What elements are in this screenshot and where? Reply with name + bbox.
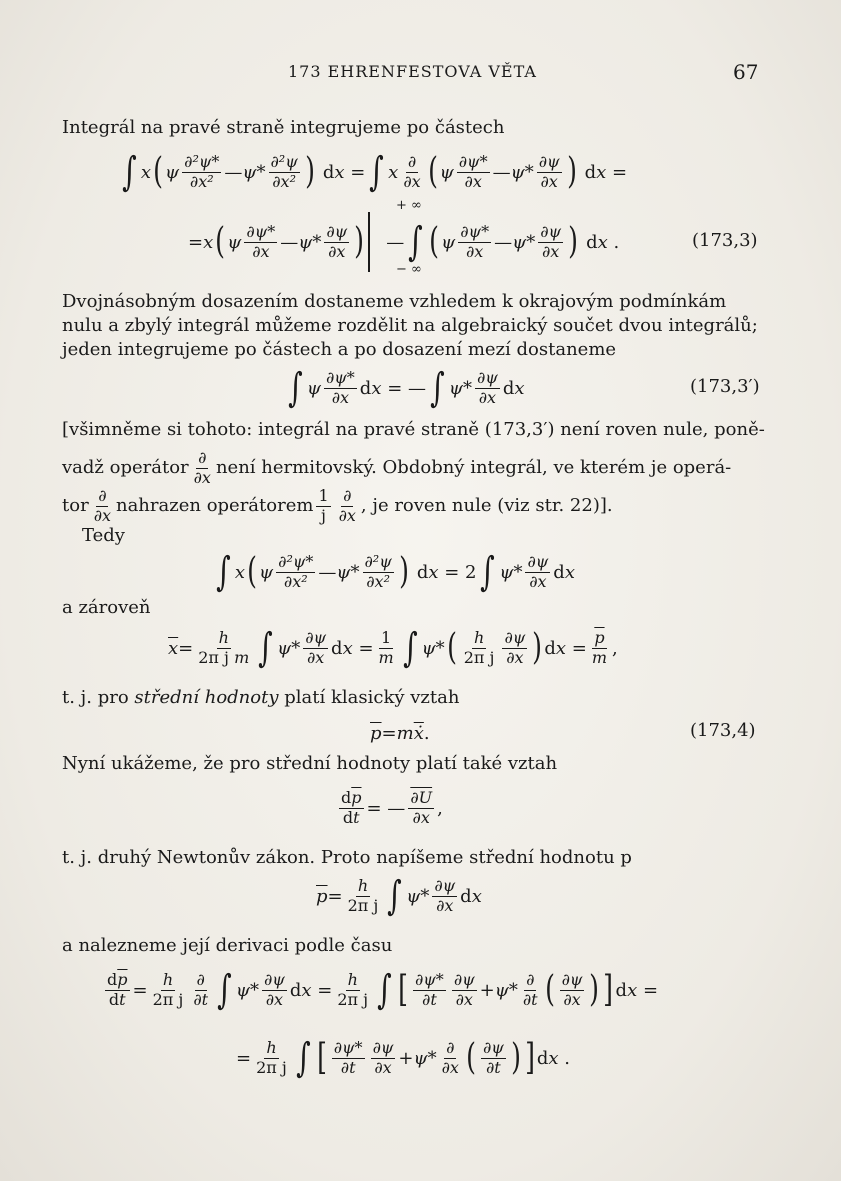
text-fragment: tor [62,495,89,517]
text-line: tor $\frac{\partial}{\partial x}$ nahrazen operátorem $\frac{1}{j}$ $\frac{\partial}{\partial x}$ , je roven nule (viz str. 22)]. [62,486,613,525]
equation-mean-x: $\overline{x}$ = $\frac{h}{\text{2π j m}}$ ∫ ψ* $\frac{\partial\psi}{\partial x}$ dx = $\frac{1}{m}$ ∫ ψ* ( $\frac{h}{\text{2π j}}$ $\frac{\partial\psi}{\partial x}$ ) dx = $\frac{\overline{p}}{m}$ , [168,625,618,671]
text-fragment: není hermitovský. Obdobný integrál, ve kterém je operá- [215,457,732,479]
equation-label: (173,3) [692,230,758,251]
text-fragment: vadž operátor [62,457,189,479]
text-fragment: nahrazen operátorem [115,495,314,517]
text-line: Tedy [82,525,125,546]
text-line [62,686,459,710]
equation-173-3-prime: ∫ ψ $\frac{\partial\psi*}{\partial x}$ dx = — ∫ ψ* $\frac{\partial\psi}{\partial x}$ dx [288,365,525,411]
lower-limit: − ∞ [396,262,422,277]
text-fragment-emphasis: střední hodnoty [134,687,279,708]
text-fragment: t. j. pro [62,687,129,708]
text-line: Integrál na pravé straně integrujeme po částech [62,117,505,138]
equation-173-4: $\overline{p}$ = m $\overline{ẋ}$ . [370,722,430,744]
equation-newton: $\frac{d\overline{p}}{dt}$ = — $\frac{\partial U}{\partial x}$ , [341,787,443,827]
equation-173-3-line1: ∫ x ( ψ $\frac{\text{∂²ψ*}}{\text{∂x²}}$ — ψ* $\frac{\text{∂²ψ}}{\text{∂x²}}$ ) dx = ∫ x $\frac{\partial}{\partial x}$ ( ψ $\frac{\partial\psi*}{\partial x}$ — ψ* $\frac{\partial\psi}{\partial x}$ ) dx = [122,149,628,195]
upper-limit: + ∞ [396,198,422,213]
equation-dp-dt-line2: = $\frac{h}{\text{2π j}}$ ∫ [ $\frac{\partial\psi*}{\partial t}$ $\frac{\partial\psi}{\partial x}$ + ψ* $\frac{\partial}{\partial x}$ ( $\frac{\partial\psi}{\partial t}$ ) ] dx . [236,1035,571,1081]
text-line: a zároveň [62,597,151,618]
equation-mean-p: $\overline{p}$ = $\frac{h}{\text{2π j}}$ ∫ ψ* $\frac{\partial\psi}{\partial x}$ dx [316,873,482,919]
equation-dp-dt-line1: $\frac{d\overline{p}}{dt}$ = $\frac{h}{\text{2π j}}$ $\frac{\partial}{\partial t}$ ∫ ψ* $\frac{\partial\psi}{\partial x}$ dx = $\frac{h}{\text{2π j}}$ ∫ [ $\frac{\partial\psi*}{\partial t}$ $\frac{\partial\psi}{\partial x}$ + ψ* $\frac{\partial}{\partial t}$ ( $\frac{\partial\psi}{\partial x}$ ) ] dx = [107,967,659,1013]
text-line: t. j. druhý Newtonův zákon. Proto napíšeme střední hodnotu p [62,847,632,868]
page-number: 67 [733,60,759,84]
text-fragment: platí klasický vztah [284,687,460,708]
text-line: Dvojnásobným dosazením dostaneme vzhledem k okrajovým podmínkám [62,291,727,312]
equation-label: (173,3′) [690,376,760,397]
text-line: jeden integrujeme po částech a po dosazení mezí dostaneme [62,339,617,360]
text-line: nulu a zbylý integrál můžeme rozdělit na algebraický součet dvou integrálů; [62,315,758,336]
header-title: 173 EHRENFESTOVA VĚTA [288,62,537,81]
equation-tedy: ∫ x ( ψ $\frac{\text{∂²ψ*}}{\text{∂x²}}$ — ψ* $\frac{\text{∂²ψ}}{\text{∂x²}}$ ) dx = 2 ∫ ψ* $\frac{\partial\psi}{\partial x}$ dx [216,549,575,595]
equation-label: (173,4) [690,720,756,741]
text-line: Nyní ukážeme, že pro střední hodnoty platí také vztah [62,753,558,774]
equation-173-3-line2: = x ( ψ $\frac{\partial\psi*}{\partial x}$ — ψ* $\frac{\partial\psi}{\partial x}$ ) — ∫ ( ψ $\frac{\partial\psi*}{\partial x}$ — ψ* $\frac{\partial\psi}{\partial x}$ ) dx . [188,216,619,268]
running-header [0,62,841,88]
text-line: [všimněme si tohoto: integrál na pravé straně (173,3′) není roven nule, poně- [62,419,765,440]
text-line: vadž operátor $\frac{\partial}{\partial x}$ není hermitovský. Obdobný integrál, ve kterém je operá- [62,448,732,487]
text-fragment: , je roven nule (viz str. 22)]. [360,495,613,517]
text-line: a nalezneme její derivaci podle času [62,935,393,956]
